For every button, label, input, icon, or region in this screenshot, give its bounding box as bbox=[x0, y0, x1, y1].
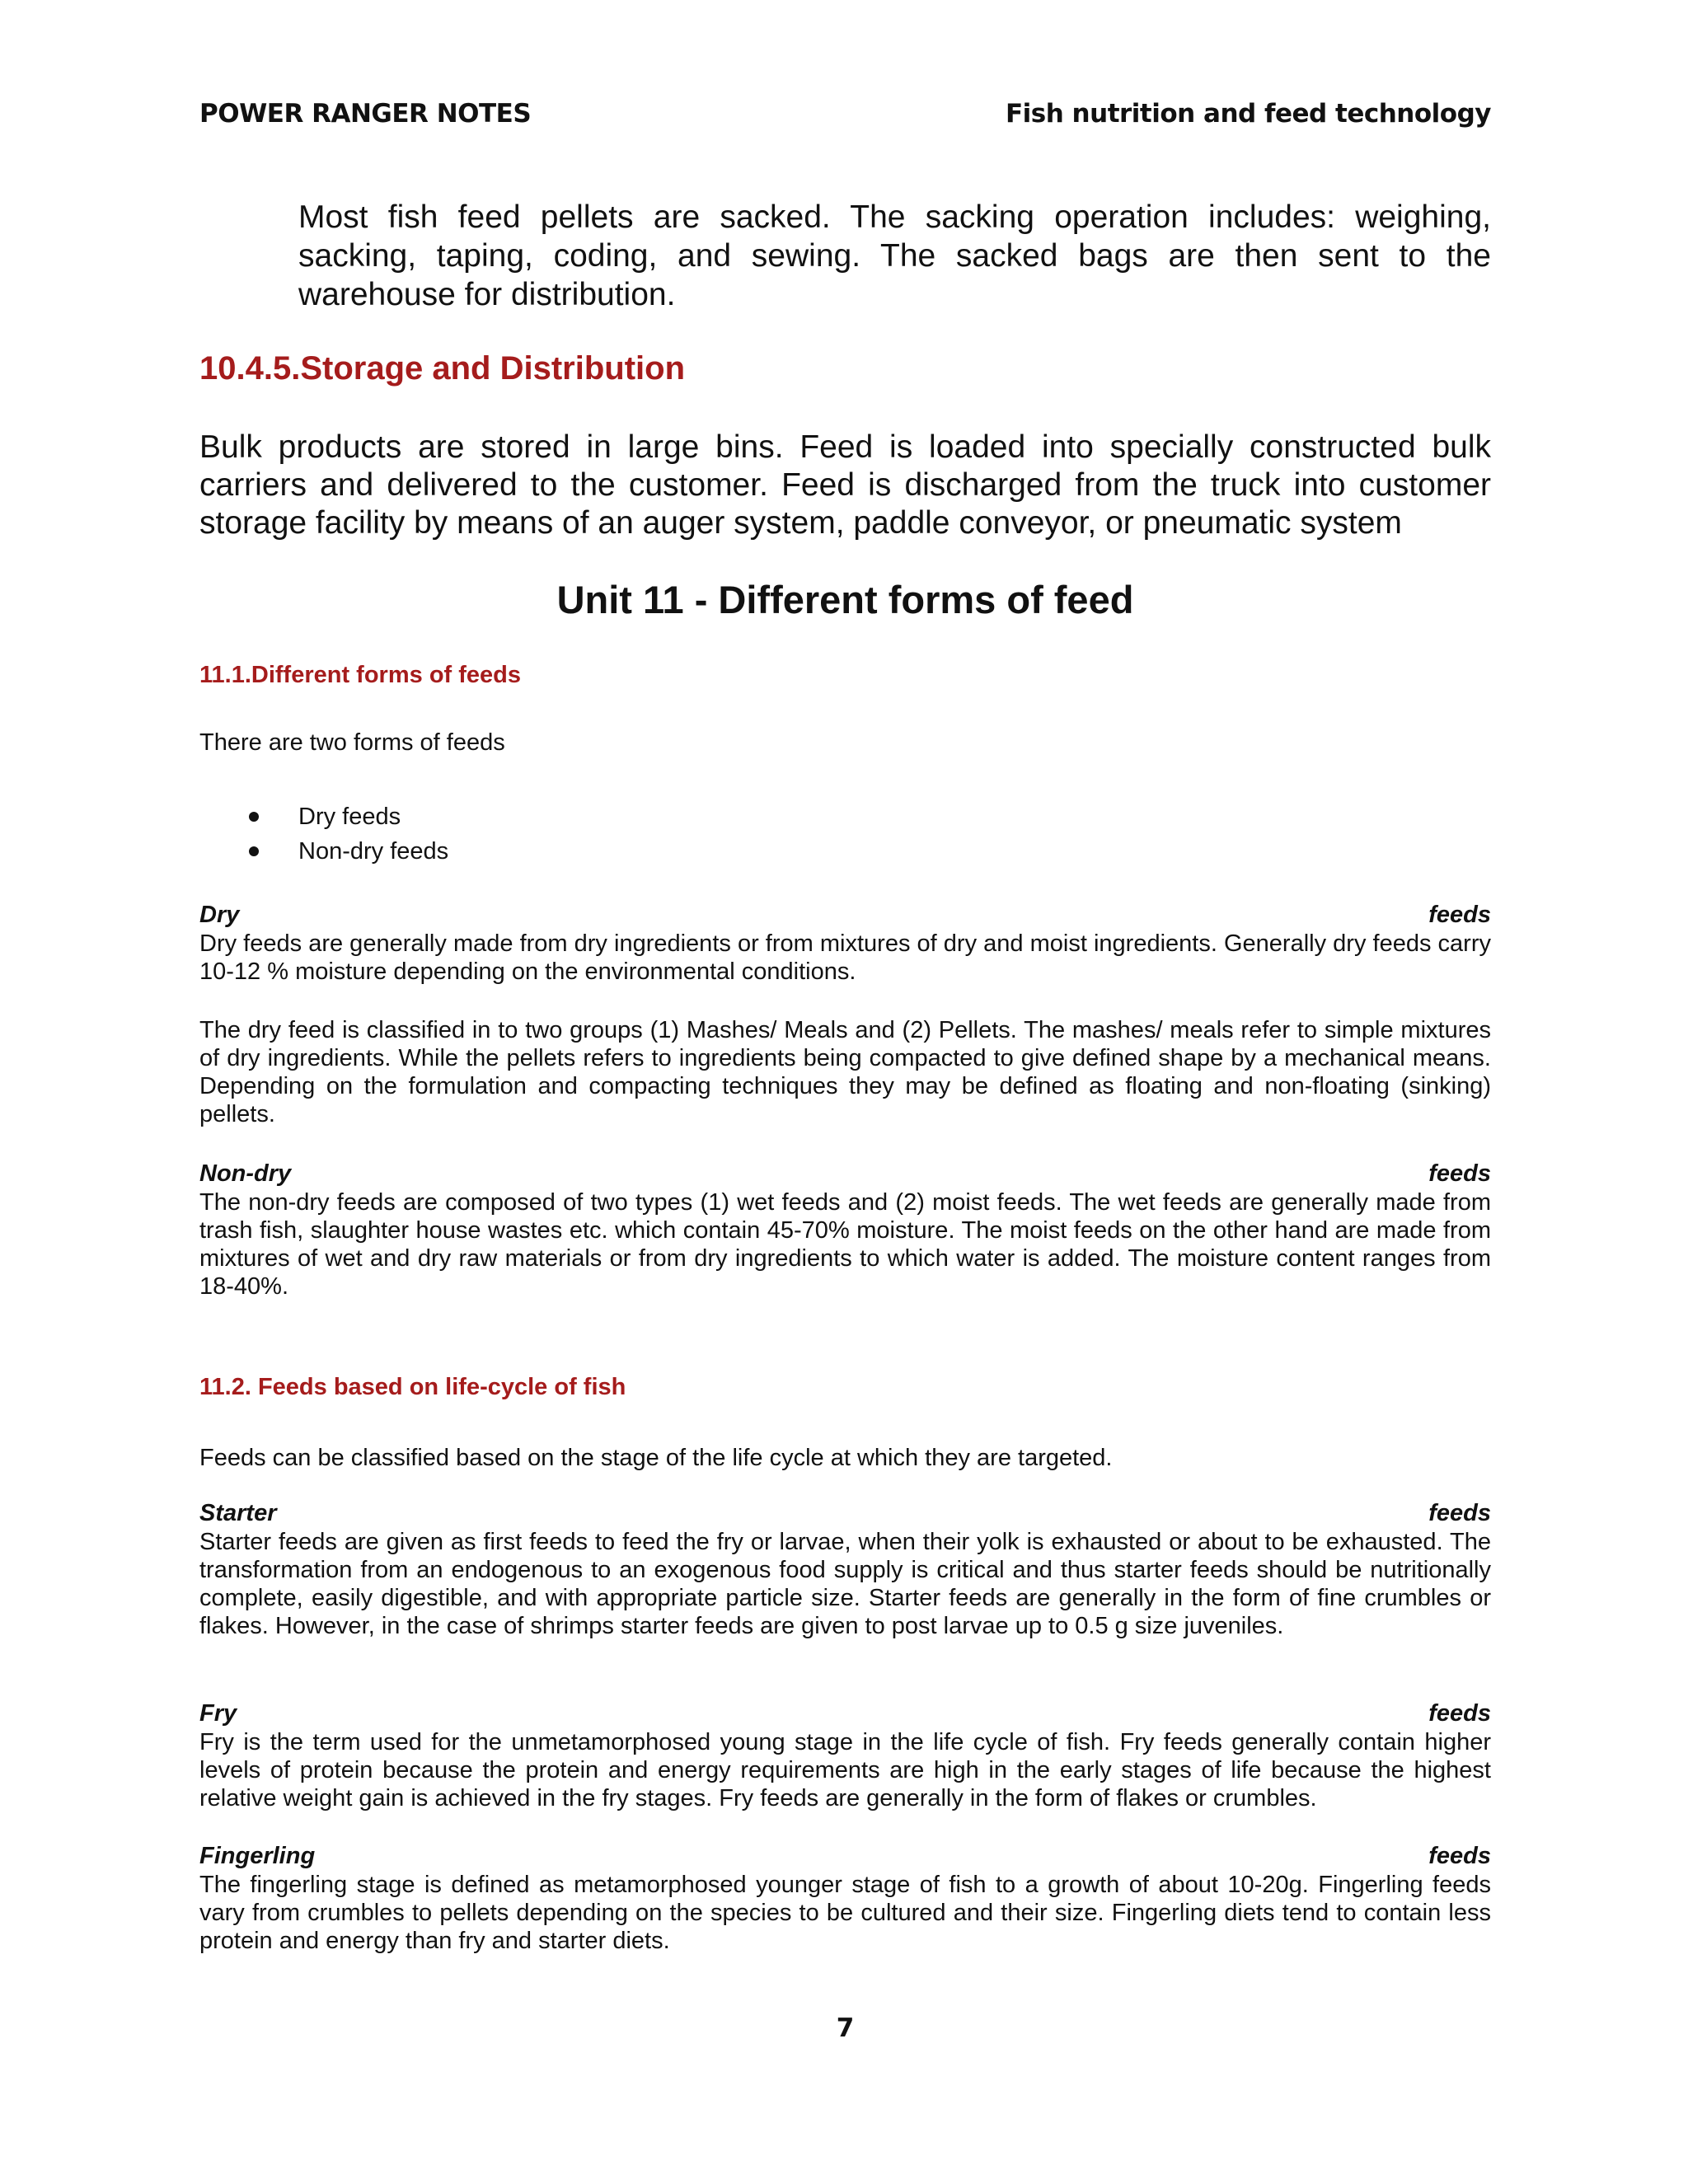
bullet-icon bbox=[249, 812, 259, 822]
non-dry-feeds-paragraph: The non-dry feeds are composed of two types (1) wet feeds and (2) moist feeds. The wet feeds are generally made from trash fish, slaughter house wastes etc. which contain 45-70% moisture. The moist feeds on the other hand are made from mixtures of wet and dry raw materials or from dry ingredients to which water is added. The moisture content ranges from 18-40%. bbox=[199, 1189, 1491, 1300]
list-item bbox=[249, 799, 448, 834]
life-cycle-lead-paragraph: Feeds can be classified based on the stage of the life cycle at which they are targeted. bbox=[199, 1445, 1113, 1471]
header-right: Fish nutrition and feed technology bbox=[1005, 99, 1491, 129]
fry-feeds-paragraph: Fry is the term used for the unmetamorphosed young stage in the life cycle of fish. Fry feeds generally contain higher levels of protein because the protein and energy requirements are high in the early stages of life because the highest relative weight gain is achieved in the fry stages. Fry feeds are generally in the form of flakes or crumbles. bbox=[199, 1729, 1491, 1811]
fingerling-feeds-paragraph: The fingerling stage is defined as metamorphosed younger stage of fish to a growth of about 10-20g. Fingerling feeds vary from crumbles to pellets depending on the species to be cultured and their size. Fingerling diets tend to contain less protein and energy than fry and starter diets. bbox=[199, 1872, 1491, 1954]
heading-different-forms: 11.1.Different forms of feeds bbox=[199, 662, 521, 688]
subheading-right: feeds bbox=[1428, 902, 1491, 928]
dry-feeds-paragraph-2: The dry feed is classified in to two groups (1) Mashes/ Meals and (2) Pellets. The mashes/ meals refer to simple mixtures of dry ingredients. While the pellets refers to ingredients being compacted to give defined shape by a mechanical means. Depending on the formulation and compacting techniques they may be defined as floating and non-floating (sinking) pellets. bbox=[199, 1017, 1491, 1127]
subheading-starter-feeds bbox=[199, 1500, 1491, 1527]
page-number: 7 bbox=[836, 2013, 855, 2043]
bullet-icon bbox=[249, 846, 259, 856]
header-left: POWER RANGER NOTES bbox=[199, 99, 532, 129]
heading-life-cycle-feeds: 11.2. Feeds based on life-cycle of fish bbox=[199, 1374, 626, 1400]
list-item-label: Dry feeds bbox=[298, 804, 401, 830]
subheading-left: Starter bbox=[199, 1500, 277, 1526]
subheading-left: Fry bbox=[199, 1700, 237, 1727]
running-header bbox=[199, 99, 1491, 129]
subheading-non-dry-feeds bbox=[199, 1160, 1491, 1188]
subheading-left: Non-dry bbox=[199, 1160, 292, 1187]
subheading-left: Fingerling bbox=[199, 1843, 316, 1869]
unit-title: Unit 11 - Different forms of feed bbox=[556, 578, 1134, 621]
subheading-right: feeds bbox=[1428, 1700, 1491, 1727]
subheading-right: feeds bbox=[1428, 1160, 1491, 1187]
forms-lead-paragraph: There are two forms of feeds bbox=[199, 729, 505, 756]
intro-paragraph: Most fish feed pellets are sacked. The sacking operation includes: weighing, sacking, taping, coding, and sewing. The sacked bags are then sent to the warehouse for distribution. bbox=[298, 199, 1491, 312]
heading-storage-distribution: 10.4.5.Storage and Distribution bbox=[199, 350, 686, 387]
subheading-right: feeds bbox=[1428, 1500, 1491, 1526]
list-item-label: Non-dry feeds bbox=[298, 838, 449, 865]
storage-distribution-paragraph: Bulk products are stored in large bins. Feed is loaded into specially constructed bulk carriers and delivered to the customer. Feed is discharged from the truck into customer storage facility by means of an auger system, paddle conveyor, or pneumatic system bbox=[199, 429, 1491, 541]
starter-feeds-paragraph: Starter feeds are given as first feeds to feed the fry or larvae, when their yolk is exhausted or about to be exhausted. The transformation from an endogenous to an exogenous food supply is critical and thus starter feeds should be nutritionally complete, easily digestible, and with appropriate particle size. Starter feeds are generally in the form of fine crumbles or flakes. However, in the case of shrimps starter feeds are given to post larvae up to 0.5 g size juveniles. bbox=[199, 1529, 1491, 1639]
subheading-dry-feeds bbox=[199, 902, 1491, 929]
dry-feeds-paragraph-1: Dry feeds are generally made from dry ingredients or from mixtures of dry and moist ingredients. Generally dry feeds carry 10-12 % moisture depending on the environmental conditions. bbox=[199, 930, 1491, 985]
subheading-right: feeds bbox=[1428, 1843, 1491, 1869]
subheading-fry-feeds bbox=[199, 1700, 1491, 1727]
subheading-left: Dry bbox=[199, 902, 240, 928]
document-page bbox=[199, 0, 1491, 2184]
list-item bbox=[249, 834, 448, 869]
subheading-fingerling-feeds bbox=[199, 1843, 1491, 1870]
feed-forms-list bbox=[249, 799, 448, 869]
